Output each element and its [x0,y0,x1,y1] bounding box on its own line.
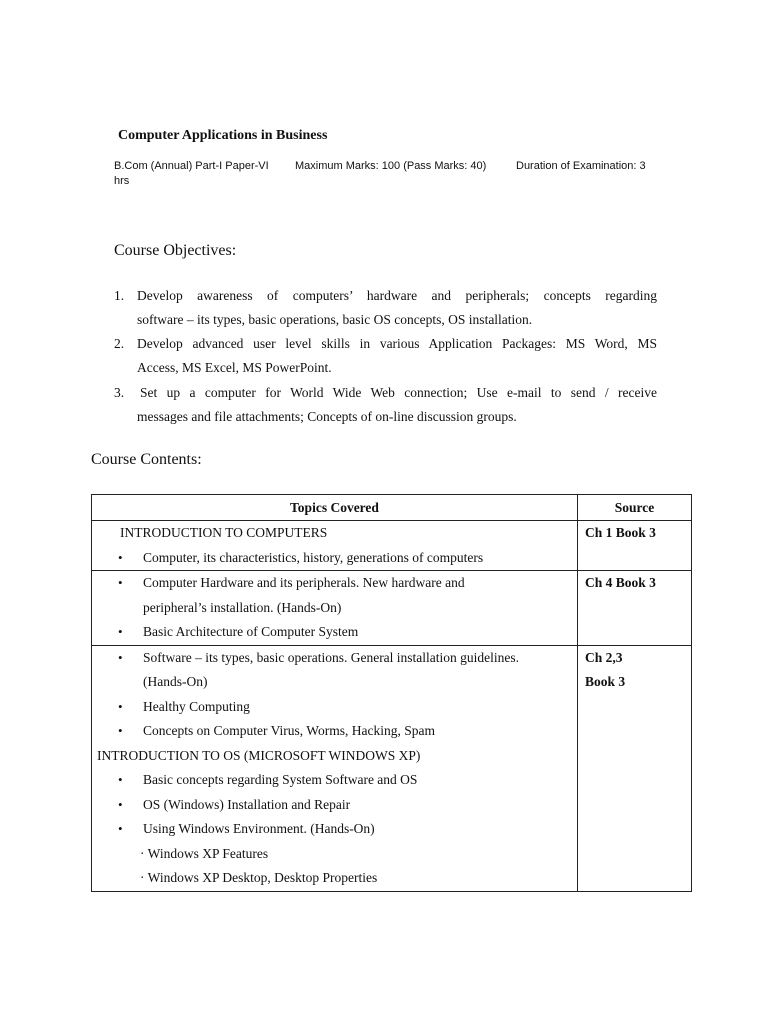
source-text: Ch 2,3 [585,649,623,665]
topic-bullet: • Using Windows Environment. (Hands-On) [92,817,577,842]
course-info: B.Com (Annual) Part-I Paper-VI [114,160,269,172]
table-row [92,521,692,571]
topics-cell [92,521,578,571]
duration-info-cont: hrs [114,175,130,187]
topic-bullet: • Software – its types, basic operations. General installation guidelines. [92,646,577,671]
topic-heading: INTRODUCTION TO COMPUTERS [120,525,328,540]
column-header-source: Source [578,495,692,521]
objective-number: 1. [114,288,125,303]
topic-bullet-cont: peripheral’s installation. (Hands-On) [143,599,342,615]
topic-bullet: • Computer Hardware and its peripherals. New hardware and [92,571,577,596]
topics-cell [92,571,578,646]
source-cell [578,521,692,571]
source-text: Ch 1 Book 3 [585,525,656,540]
objective-line: Develop awareness of computers’ hardware and peripherals; concepts regarding [137,288,657,303]
topic-bullet: • Basic Architecture of Computer System [92,620,577,645]
topic-subitem: · Windows XP Features [140,845,269,861]
objective-line: Set up a computer for World Wide Web connection; Use e-mail to send / receive [140,385,657,400]
topic-bullet: • Healthy Computing [92,695,577,720]
column-header-topics: Topics Covered [92,495,578,521]
topic-bullet: • Computer, its characteristics, history, generations of computers [92,546,577,571]
objective-line: Develop advanced user level skills in various Application Packages: MS Word, MS [137,336,657,351]
objective-line: software – its types, basic operations, basic OS concepts, OS installation. [137,312,533,327]
contents-heading: Course Contents: [91,451,202,468]
objective-number: 2. [114,336,125,351]
table-row [92,645,692,891]
topic-bullet: • Basic concepts regarding System Software and OS [92,768,577,793]
objective-number: 3. [114,385,125,400]
topic-bullet: • Concepts on Computer Virus, Worms, Hacking, Spam [92,719,577,744]
topics-cell [92,645,578,891]
topic-bullet: • OS (Windows) Installation and Repair [92,793,577,818]
topic-bullet-cont: (Hands-On) [143,674,208,690]
table-header-row [92,495,692,521]
course-contents-table [91,494,692,892]
source-cell [578,571,692,646]
source-text: Ch 4 Book 3 [585,575,656,591]
objective-line: Access, MS Excel, MS PowerPoint. [137,360,332,375]
duration-info: Duration of Examination: 3 [516,160,646,172]
table-row [92,571,692,646]
document-title: Computer Applications in Business [118,128,328,143]
objective-line: messages and file attachments; Concepts of on-line discussion groups. [137,409,517,424]
source-cell [578,645,692,891]
objectives-heading: Course Objectives: [114,242,237,259]
source-text: Book 3 [585,674,626,690]
topic-heading: INTRODUCTION TO OS (MICROSOFT WINDOWS XP) [97,747,421,763]
marks-info: Maximum Marks: 100 (Pass Marks: 40) [295,160,487,172]
topic-subitem: · Windows XP Desktop, Desktop Properties [140,870,378,886]
